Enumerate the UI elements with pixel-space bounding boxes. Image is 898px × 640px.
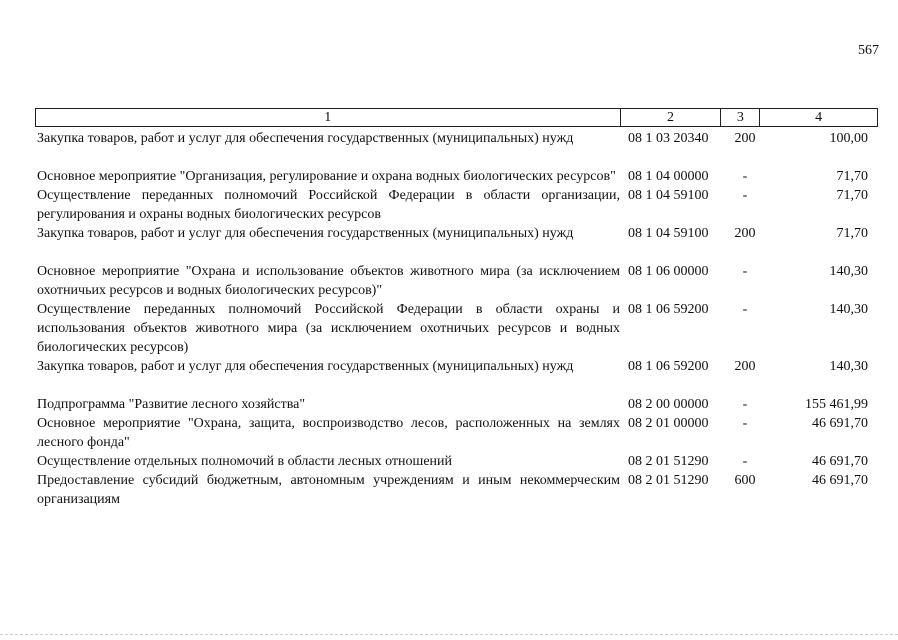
row-amount: 71,70 [836,226,868,241]
row-name: Подпрограмма "Развитие лесного хозяйства" [37,397,306,412]
table-row [37,186,878,224]
table-row [37,452,878,471]
row-amount: 46 691,70 [812,454,868,469]
row-amount: 71,70 [836,169,868,184]
row-code: 08 2 01 00000 [628,416,709,431]
row-name: Основное мероприятие "Охрана, защита, воспроизводство лесов, расположенных на землях лесного фонда" [37,416,620,450]
row-expense-type: - [742,416,748,431]
row-spacer [37,243,878,262]
row-name: Осуществление переданных полномочий Российской Федерации в области организации, регулирования и охраны водных биологических ресурсов [37,188,620,222]
row-name: Основное мероприятие "Организация, регулирование и охрана водных биологических ресурсов" [37,169,616,184]
page-number: 567 [858,43,879,58]
row-name: Осуществление отдельных полномочий в области лесных отношений [37,454,453,469]
header-col-3: 3 [721,109,760,126]
row-expense-type: - [742,169,748,184]
row-spacer [37,376,878,395]
budget-rows [37,129,878,509]
row-code: 08 1 06 59200 [628,302,709,317]
row-expense-type: 200 [734,359,756,374]
row-name: Закупка товаров, работ и услуг для обеспечения государственных (муниципальных) нужд [37,131,574,146]
row-code: 08 1 06 00000 [628,264,709,279]
row-amount: 140,30 [829,302,868,317]
table-row [37,395,878,414]
row-code: 08 1 04 59100 [628,226,709,241]
row-amount: 140,30 [829,264,868,279]
row-name: Осуществление переданных полномочий Российской Федерации в области охраны и использования объектов животного мира (за исключением охотничьих ресурсов и водных биологических ресурсов) [37,302,620,355]
row-expense-type: 200 [734,226,756,241]
row-amount: 140,30 [829,359,868,374]
row-amount: 46 691,70 [812,473,868,488]
row-expense-type: - [742,302,748,317]
row-name: Закупка товаров, работ и услуг для обеспечения государственных (муниципальных) нужд [37,226,574,241]
scan-edge-line [0,634,898,635]
row-name: Предоставление субсидий бюджетным, автономным учреждениям и иным некоммерческим организациям [37,473,620,507]
row-code: 08 1 04 00000 [628,169,709,184]
row-code: 08 2 01 51290 [628,473,709,488]
row-expense-type: - [742,188,748,203]
row-expense-type: - [742,454,748,469]
row-expense-type: - [742,264,748,279]
row-name: Основное мероприятие "Охрана и использование объектов животного мира (за исключением охотничьих ресурсов и водных биологических ресурсов)" [37,264,620,298]
row-expense-type: 200 [734,131,756,146]
row-name: Закупка товаров, работ и услуг для обеспечения государственных (муниципальных) нужд [37,359,574,374]
table-row [37,129,878,148]
table-row [37,357,878,376]
table-row [37,471,878,509]
row-expense-type: 600 [734,473,756,488]
row-code: 08 1 06 59200 [628,359,709,374]
row-spacer [37,148,878,167]
row-code: 08 1 03 20340 [628,131,709,146]
header-col-1: 1 [36,109,621,126]
header-col-4: 4 [815,109,823,125]
row-amount: 46 691,70 [812,416,868,431]
row-amount: 100,00 [829,131,868,146]
row-amount: 155 461,99 [805,397,868,412]
row-amount: 71,70 [836,188,868,203]
table-row [37,262,878,300]
row-expense-type: - [742,397,748,412]
table-row [37,414,878,452]
table-row [37,167,878,186]
table-row [37,300,878,357]
row-code: 08 2 01 51290 [628,454,709,469]
row-code: 08 1 04 59100 [628,188,709,203]
table-row [37,224,878,243]
row-code: 08 2 00 00000 [628,397,709,412]
header-col-2: 2 [621,109,722,126]
table-header [35,108,878,127]
